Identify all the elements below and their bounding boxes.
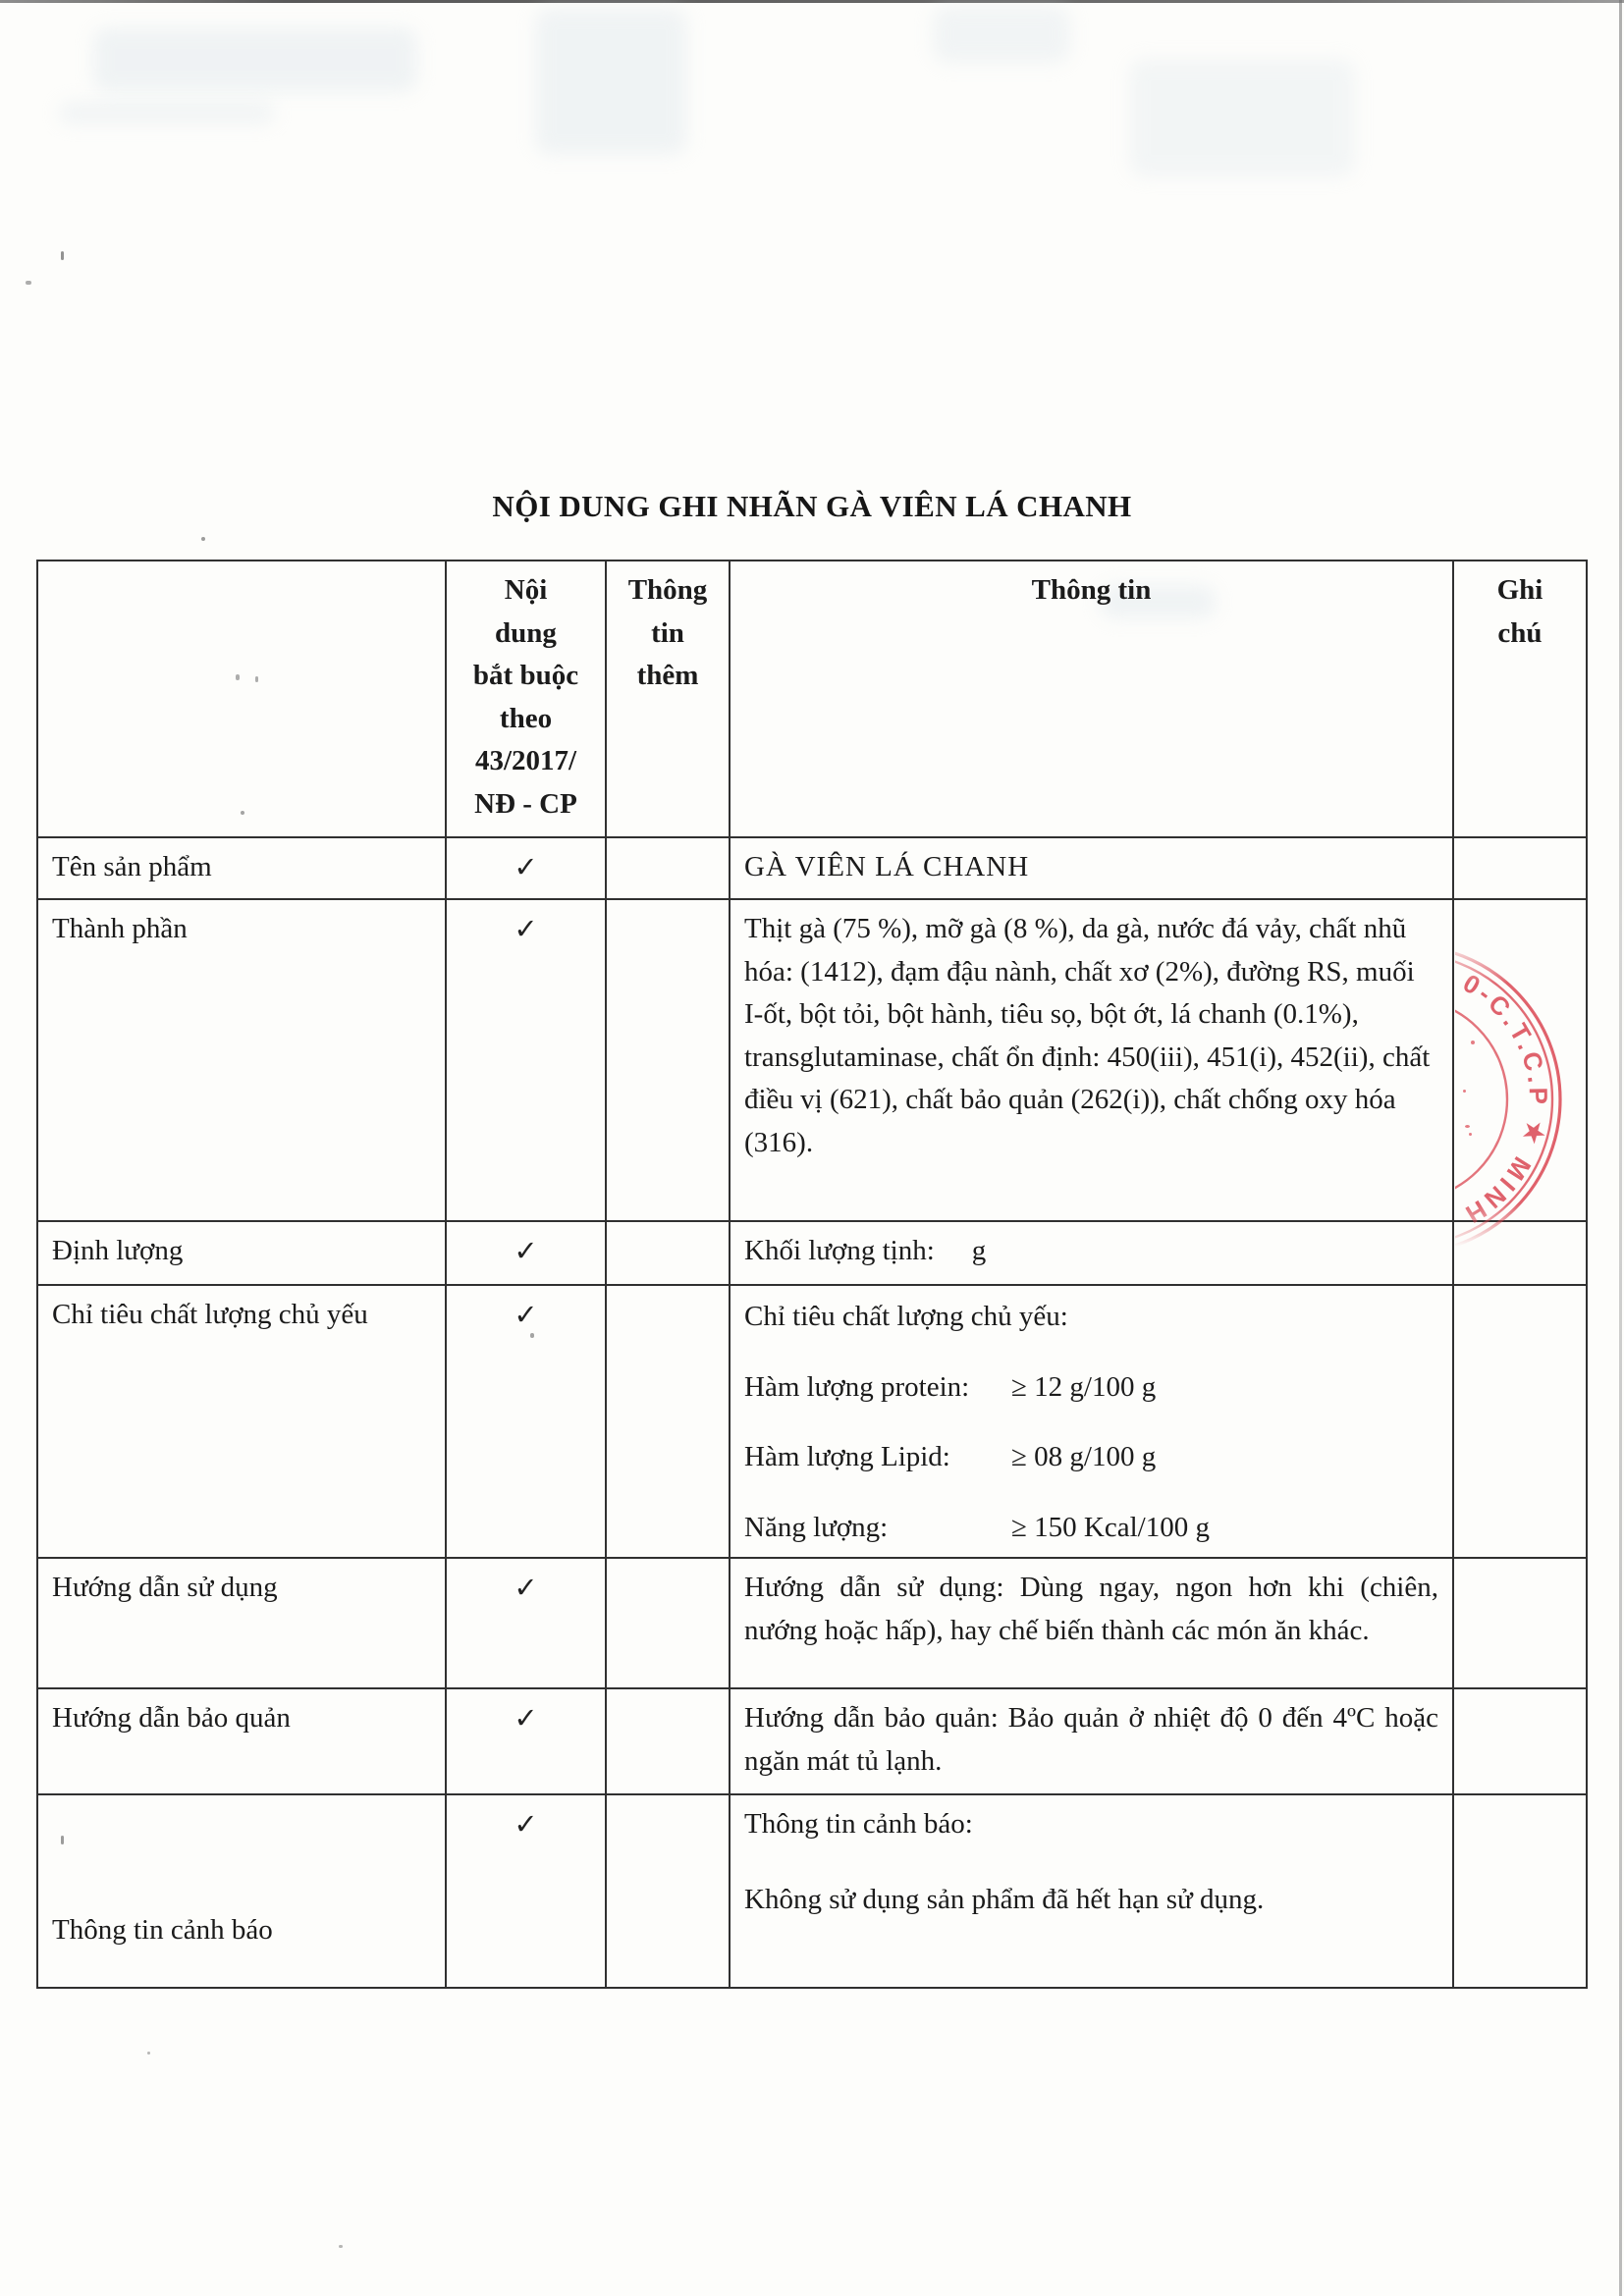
spec-value: ≥ 12 g/100 g — [1011, 1370, 1157, 1403]
scan-speck — [201, 537, 205, 541]
additional-info-cell — [606, 899, 730, 1221]
net-weight-unit: g — [971, 1235, 987, 1266]
stamp-arc — [1427, 940, 1583, 1247]
notes-cell — [1453, 1794, 1587, 1988]
spec-name: Hàm lượng Lipid: — [744, 1441, 950, 1472]
spec-name: Hàm lượng protein: — [744, 1370, 970, 1403]
bleedthrough-ghost — [1129, 59, 1355, 177]
info-cell — [730, 1285, 1453, 1558]
scan-speck — [147, 2052, 150, 2055]
svg-text:0-C.T.C.P ★ MINH II — [1427, 968, 1554, 1245]
table-row-product-name — [37, 837, 1587, 899]
header-line: Thông — [627, 574, 708, 606]
header-row — [37, 561, 1587, 837]
info-cell — [730, 1221, 1453, 1285]
row-label: Tên sản phẩm — [37, 837, 446, 899]
row-label: Hướng dẫn sử dụng — [37, 1558, 446, 1688]
notes-cell — [1453, 837, 1587, 899]
notes-cell — [1453, 1688, 1587, 1794]
header-line: dung — [495, 616, 557, 649]
stamp-ink-speck — [1471, 1041, 1475, 1044]
spec-line-energy — [744, 1507, 1438, 1550]
table-row-usage — [37, 1558, 1587, 1688]
stamp-text: 0-C.T.C.P ★ MINH II — [1427, 968, 1554, 1245]
spec-line-lipid — [744, 1436, 1438, 1479]
checkmark: ✓ — [446, 1221, 606, 1285]
info-cell: Thịt gà (75 %), mỡ gà (8 %), da gà, nước đá vảy, chất nhũ hóa: (1412), đạm đậu nành, chất xơ (2%), đường RS, muối I-ốt, bột tỏi, bột hành, tiêu sọ, bột ớt, lá chanh (0.1%), transglutaminase, chất ổn định: 450(iii), 451(i), 452(ii), chất điều vị (621), chất bảo quản (262(i)), chất chống oxy hóa (316). — [730, 899, 1453, 1221]
header-line: 43/2017/ — [474, 745, 577, 776]
header-line: bắt buộc — [472, 660, 579, 691]
notes-cell — [1453, 1558, 1587, 1688]
table-row-warning — [37, 1794, 1587, 1988]
notes-cell — [1453, 1285, 1587, 1558]
additional-info-cell — [606, 837, 730, 899]
stamp-ink-speck — [1469, 1133, 1472, 1136]
checkmark: ✓ — [446, 837, 606, 899]
header-line: Nội — [504, 574, 548, 606]
header-cell-notes — [1453, 561, 1587, 837]
spec-value: ≥ 150 Kcal/100 g — [1011, 1511, 1210, 1543]
quality-heading: Chỉ tiêu chất lượng chủ yếu: — [744, 1301, 1068, 1332]
checkmark: ✓ — [446, 1558, 606, 1688]
stamp-ink-speck — [1463, 1090, 1466, 1093]
row-label: Hướng dẫn bảo quản — [37, 1688, 446, 1794]
scan-speck — [61, 251, 64, 260]
row-label: Định lượng — [37, 1221, 446, 1285]
bleedthrough-ghost — [535, 8, 687, 155]
stamp-ink-speck — [1465, 1125, 1470, 1128]
checkmark: ✓ — [446, 1688, 606, 1794]
scan-edge-top — [0, 0, 1624, 3]
bleedthrough-ghost — [93, 27, 417, 92]
warning-text: Không sử dụng sản phẩm đã hết hạn sử dụng. — [744, 1883, 1265, 1915]
info-cell: Hướng dẫn sử dụng: Dùng ngay, ngon hơn khi (chiên, nướng hoặc hấp), hay chế biến thành các món ăn khác. — [730, 1558, 1453, 1688]
checkmark: ✓ — [446, 1794, 606, 1988]
row-label: Thành phần — [37, 899, 446, 1221]
row-label: Chỉ tiêu chất lượng chủ yếu — [37, 1285, 446, 1558]
scan-speck — [26, 281, 31, 285]
bleedthrough-ghost — [933, 6, 1070, 63]
header-line: NĐ - CP — [474, 787, 577, 820]
row-label: Thông tin cảnh báo — [37, 1794, 446, 1988]
header-line: thêm — [636, 660, 699, 691]
header-line: Ghi — [1496, 574, 1543, 606]
header-line: theo — [499, 702, 553, 734]
net-weight-label: Khối lượng tịnh: — [744, 1235, 935, 1266]
scan-edge-right — [1619, 0, 1622, 2296]
header-cell-additional-info — [606, 561, 730, 837]
header-cell-information: Thông tin — [730, 561, 1453, 837]
warning-heading: Thông tin cảnh báo: — [744, 1808, 973, 1840]
bleedthrough-ghost — [59, 102, 275, 124]
label-content-table — [36, 560, 1588, 1989]
additional-info-cell — [606, 1221, 730, 1285]
red-stamp-partial — [1427, 940, 1583, 1247]
header-cell-mandatory — [446, 561, 606, 837]
info-cell: Hướng dẫn bảo quản: Bảo quản ở nhiệt độ 0 đến 4ºC hoặc ngăn mát tủ lạnh. — [730, 1688, 1453, 1794]
additional-info-cell — [606, 1688, 730, 1794]
info-cell: GÀ VIÊN LÁ CHANH — [730, 837, 1453, 899]
table-row-quantity — [37, 1221, 1587, 1285]
additional-info-cell — [606, 1285, 730, 1558]
checkmark: ✓ — [446, 1285, 606, 1558]
spec-value: ≥ 08 g/100 g — [1011, 1441, 1157, 1472]
scan-speck — [339, 2245, 343, 2248]
document-title: NỘI DUNG GHI NHÃN GÀ VIÊN LÁ CHANH — [492, 489, 1132, 523]
spec-line-protein — [744, 1366, 1438, 1410]
header-cell-criteria — [37, 561, 446, 837]
additional-info-cell — [606, 1794, 730, 1988]
additional-info-cell — [606, 1558, 730, 1688]
header-line: tin — [651, 616, 684, 649]
table-row-storage — [37, 1688, 1587, 1794]
header-line: chú — [1497, 616, 1543, 649]
table-row-quality-criteria — [37, 1285, 1587, 1558]
spec-name: Năng lượng: — [744, 1511, 889, 1543]
table-row-ingredients — [37, 899, 1587, 1221]
checkmark: ✓ — [446, 899, 606, 1221]
info-cell — [730, 1794, 1453, 1988]
